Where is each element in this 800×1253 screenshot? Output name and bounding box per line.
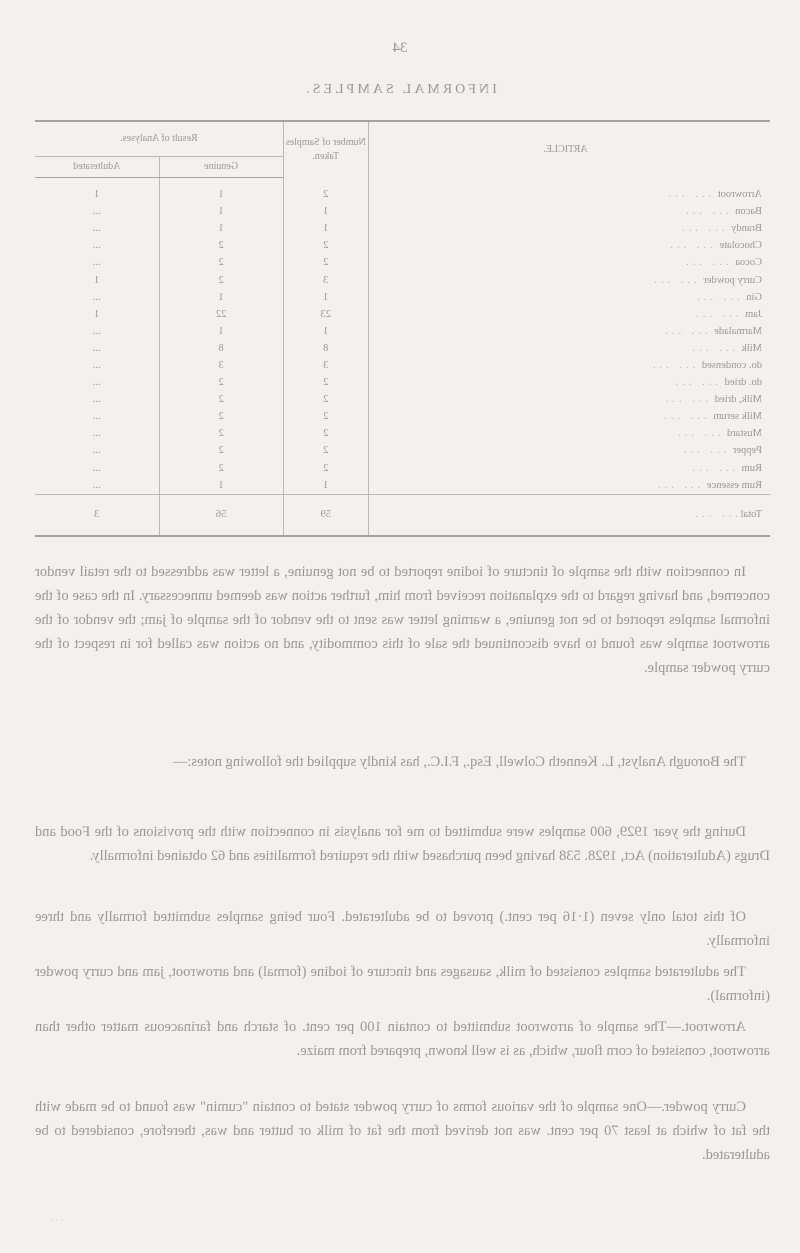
table-row	[35, 391, 770, 408]
genuine-cell: 2	[159, 254, 283, 271]
article-cell: Mustard ... ...	[674, 428, 762, 440]
genuine-cell: 2	[159, 391, 283, 408]
total-label: Total ... ...	[368, 494, 770, 536]
result-column-header: Result of Analyses.	[35, 121, 283, 157]
genuine-cell: 2	[159, 408, 283, 425]
article-cell: Chocolate ... ...	[666, 240, 762, 252]
table-row	[35, 374, 770, 391]
samples-table-container	[35, 120, 770, 537]
article-cell: Milk ... ...	[688, 342, 762, 354]
adulterated-cell: ...	[35, 203, 159, 220]
number-cell: 2	[283, 442, 368, 459]
adulterated-cell: 1	[35, 306, 159, 323]
genuine-cell: 22	[159, 306, 283, 323]
article-cell: Bacon ... ...	[682, 206, 762, 218]
number-cell: 2	[283, 460, 368, 477]
number-cell: 2	[283, 408, 368, 425]
table-row	[35, 271, 770, 288]
article-cell: Brandy ... ...	[678, 223, 762, 235]
table-row	[35, 289, 770, 306]
genuine-cell: 1	[159, 477, 283, 495]
genuine-cell: 2	[159, 425, 283, 442]
table-row	[35, 340, 770, 357]
paragraph-analyst-notes: The Borough Analyst, L. Kenneth Colwell, Esq., F.I.C., has kindly supplied the following notes:—	[172, 754, 746, 770]
total-adulterated: 3	[35, 494, 159, 536]
article-cell: Gin ... ...	[693, 291, 762, 303]
paragraph-samples-count: During the year 1929, 600 samples were submitted to me for analysis in connection with the provisions of the Food and Drugs (Adulteration) Act, 1928. 538 having been purchased with the required formalities and 62 obtained informally.	[35, 824, 770, 864]
genuine-cell: 1	[159, 203, 283, 220]
paragraph-iodine: In connection with the sample of tincture of iodine reported to be not genuine, a letter was addressed to the retail vendor concerned, and having regard to the explanation received from him, further action was deemed unnecessary. In the case of the informal samples reported to be not genuine, a warning letter was sent to the vendor of the sample of jam; the vendor of the arrowroot sample was found to have discontinued the sale of this commodity, and no action was called for in respect of the curry powder sample.	[35, 564, 770, 676]
genuine-column-header: Genuine	[159, 157, 283, 178]
article-cell: Cocoa ... ...	[682, 257, 762, 269]
footer-mark: · · ·	[50, 1215, 64, 1225]
table-row	[35, 425, 770, 442]
genuine-cell: 8	[159, 340, 283, 357]
adulterated-cell: ...	[35, 425, 159, 442]
adulterated-cell: 1	[35, 271, 159, 288]
genuine-cell: 3	[159, 357, 283, 374]
number-cell: 1	[283, 477, 368, 495]
total-genuine: 56	[159, 494, 283, 536]
article-cell: Curry powder ... ...	[650, 274, 762, 286]
table-row	[35, 323, 770, 340]
genuine-cell: 1	[159, 289, 283, 306]
table-row	[35, 203, 770, 220]
genuine-cell: 1	[159, 323, 283, 340]
number-cell: 2	[283, 425, 368, 442]
genuine-cell: 2	[159, 237, 283, 254]
article-cell: Milk serum ... ...	[660, 411, 762, 423]
table-row	[35, 254, 770, 271]
adulterated-cell: ...	[35, 323, 159, 340]
number-cell: 1	[283, 220, 368, 237]
adulterated-cell: ...	[35, 477, 159, 495]
adulterated-cell: ...	[35, 289, 159, 306]
number-cell: 1	[283, 203, 368, 220]
number-cell: 2	[283, 374, 368, 391]
adulterated-cell: 1	[35, 178, 159, 204]
paragraph-adulterated-total: Of this total only seven (1·16 per cent.) proved to be adulterated. Four being samples submitted formally and three informally.	[35, 909, 770, 949]
table-row	[35, 306, 770, 323]
article-cell: Marmalade ... ...	[661, 325, 762, 337]
table-row	[35, 477, 770, 495]
adulterated-cell: ...	[35, 357, 159, 374]
adulterated-cell: ...	[35, 374, 159, 391]
number-column-header: Number of Samples Taken.	[283, 121, 368, 178]
article-cell: do. condensed ... ...	[648, 359, 762, 371]
article-column-header: ARTICLE.	[543, 143, 588, 155]
article-cell: Rum ... ...	[688, 462, 762, 474]
number-cell: 2	[283, 178, 368, 204]
table-row	[35, 442, 770, 459]
table-row	[35, 408, 770, 425]
total-number: 59	[283, 494, 368, 536]
number-cell: 3	[283, 271, 368, 288]
adulterated-cell: ...	[35, 254, 159, 271]
adulterated-cell: ...	[35, 442, 159, 459]
number-cell: 2	[283, 391, 368, 408]
adulterated-cell: ...	[35, 237, 159, 254]
article-cell: do. dried ... ...	[671, 377, 762, 389]
genuine-cell: 2	[159, 442, 283, 459]
number-cell: 23	[283, 306, 368, 323]
adulterated-column-header: Adulterated	[35, 157, 159, 178]
paragraph-curry-powder: Curry powder.—One sample of the various forms of curry powder stated to contain "cumin" was found to be made with the fat of which at least 70 per cent. was not derived from the fat of milk or butter and was, therefore, considered to be adulterated.	[35, 1099, 770, 1163]
table-row	[35, 460, 770, 477]
adulterated-cell: ...	[35, 220, 159, 237]
adulterated-cell: ...	[35, 460, 159, 477]
number-cell: 3	[283, 357, 368, 374]
table-row	[35, 357, 770, 374]
number-cell: 8	[283, 340, 368, 357]
paragraph-arrowroot: Arrowroot.—The sample of arrowroot submitted to contain 100 per cent. of starch and farinaceous matter other than arrowroot, consisted of corn flour, which, as is well known, prepared from maize.	[35, 1019, 770, 1059]
number-cell: 2	[283, 254, 368, 271]
adulterated-cell: ...	[35, 408, 159, 425]
number-cell: 1	[283, 289, 368, 306]
table-row	[35, 178, 770, 204]
informal-samples-table	[35, 120, 770, 537]
table-row	[35, 220, 770, 237]
number-cell: 2	[283, 237, 368, 254]
adulterated-cell: ...	[35, 340, 159, 357]
article-cell: Pepper ... ...	[679, 445, 762, 457]
genuine-cell: 1	[159, 178, 283, 204]
genuine-cell: 2	[159, 460, 283, 477]
article-cell: Rum essence ... ...	[653, 479, 762, 491]
adulterated-cell: ...	[35, 391, 159, 408]
article-cell: Arrowroot ... ...	[664, 188, 762, 200]
article-cell: Jam ... ...	[692, 308, 762, 320]
paragraph-adulterated-items: The adulterated samples consisted of milk, sausages and tincture of iodine (formal) and arrowroot, jam and curry powder (informal).	[35, 964, 770, 1004]
table-row	[35, 237, 770, 254]
total-row	[35, 494, 770, 536]
genuine-cell: 1	[159, 220, 283, 237]
page-heading: INFORMAL SAMPLES.	[303, 82, 497, 97]
article-cell: Milk, dried ... ...	[661, 394, 762, 406]
number-cell: 1	[283, 323, 368, 340]
genuine-cell: 2	[159, 271, 283, 288]
genuine-cell: 2	[159, 374, 283, 391]
page-number: 34	[392, 40, 408, 56]
